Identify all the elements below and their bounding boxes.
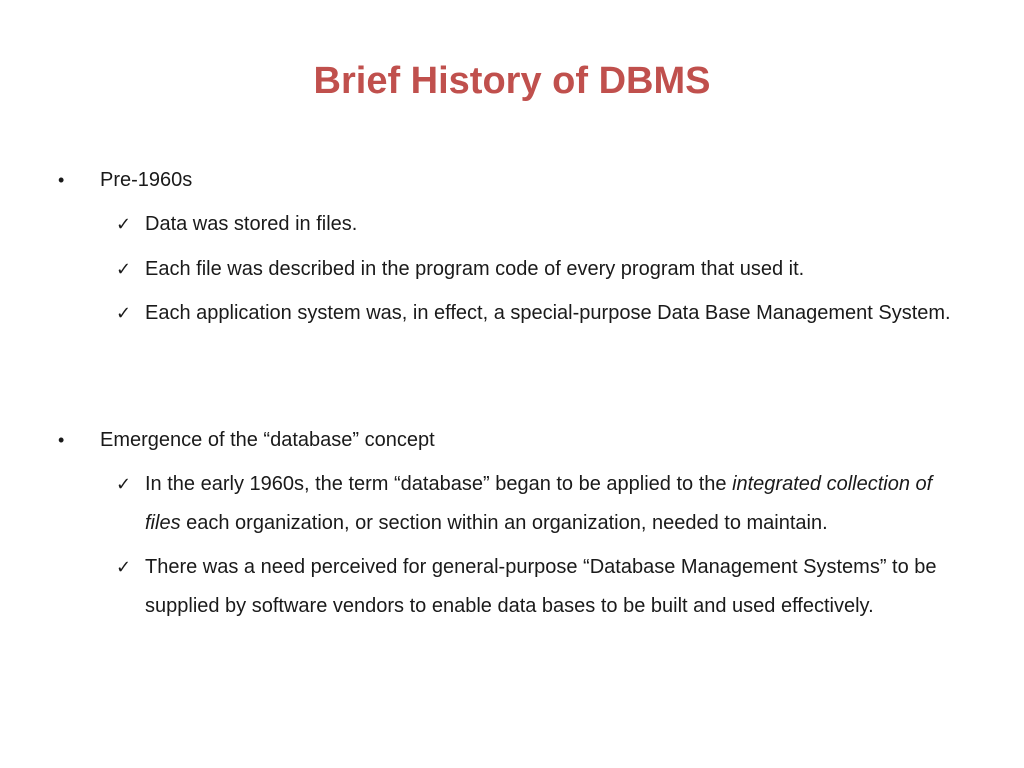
check-item <box>0 250 1024 289</box>
check-item-text: Each application system was, in effect, a special-purpose Data Base Management System. <box>145 302 951 324</box>
check-item <box>0 294 1024 333</box>
checkmark-icon: ✓ <box>116 474 132 494</box>
checkmark-icon: ✓ <box>116 258 132 279</box>
check-item-text: There was a need perceived for general-purpose “Database Management Systems” to be supplied by software vendors to enable data bases to be built and used effectively. <box>145 556 937 617</box>
check-item-text: Each file was described in the program code of every program that used it. <box>145 257 805 280</box>
bullet-heading: Pre-1960s <box>100 169 193 191</box>
bullet-icon: • <box>58 170 65 190</box>
check-item-text: Data was stored in files. <box>145 213 358 235</box>
section-database-concept <box>0 421 1024 625</box>
italic-phrase: integrated collection of files <box>145 473 933 534</box>
bullet-heading: Emergence of the “database” concept <box>100 429 435 451</box>
bullet-item <box>0 421 1024 459</box>
check-item-text <box>145 473 932 534</box>
text-before-italic: In the early 1960s, the term “database” began to be applied to the <box>145 473 733 495</box>
text-after-italic: each organization, or section within an organization, needed to maintain. <box>180 511 828 534</box>
section-pre-1960s <box>0 161 1024 333</box>
check-item <box>0 465 1024 542</box>
checkmark-icon: ✓ <box>116 214 132 234</box>
checkmark-icon: ✓ <box>116 303 132 323</box>
check-item <box>0 548 1024 625</box>
check-item <box>0 205 1024 244</box>
bullet-icon: • <box>58 430 65 450</box>
bullet-item <box>0 161 1024 199</box>
slide-title: Brief History of DBMS <box>313 60 711 102</box>
checkmark-icon: ✓ <box>116 557 132 577</box>
